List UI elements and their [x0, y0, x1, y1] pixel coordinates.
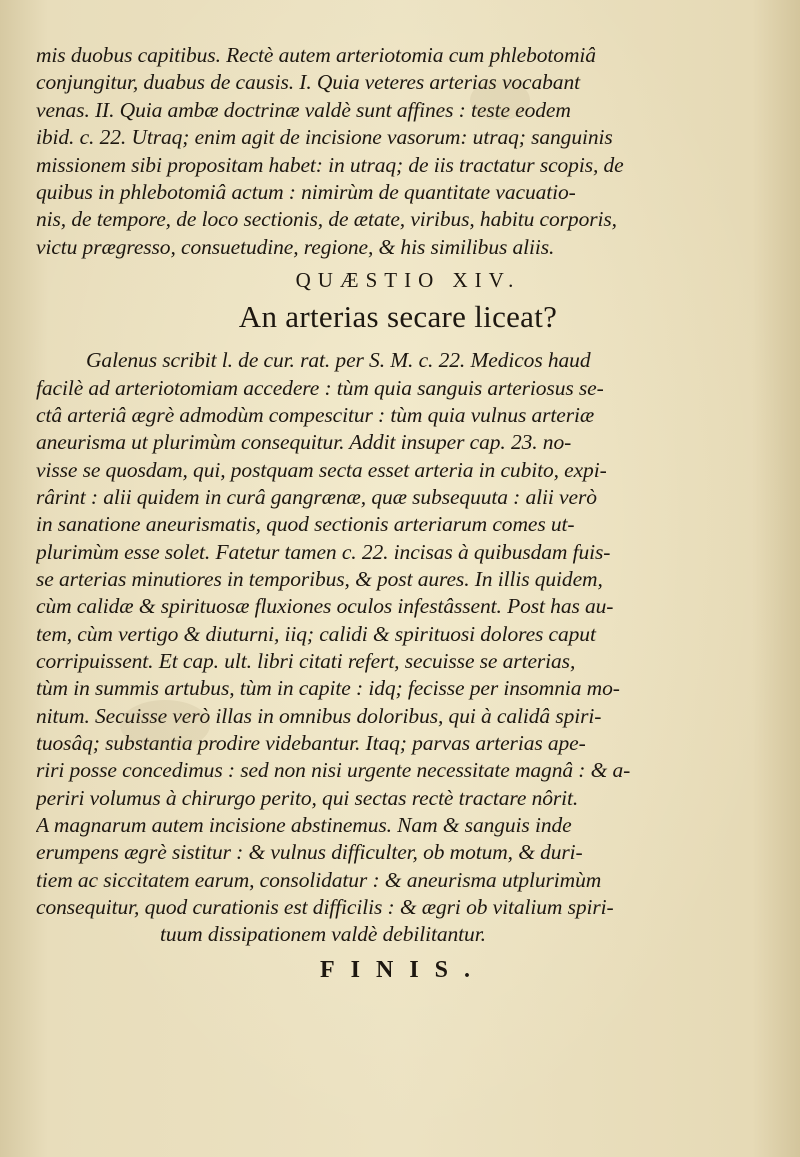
text-line: periri volumus à chirurgo perito, qui sectas rectè tractare nôrit.	[36, 785, 579, 810]
text-line: ibid. c. 22. Utraq; enim agit de incisione vasorum: utraq; sanguinis	[36, 125, 613, 150]
paragraph-body	[36, 347, 740, 949]
text-line: tiem ac siccitatem earum, consolidatur : & aneurisma utplurimùm	[36, 867, 602, 892]
question-title: An arterias secare liceat?	[238, 299, 558, 335]
text-line: corripuissent. Et cap. ult. libri citati refert, secuisse se arterias,	[36, 649, 576, 674]
text-line: visse se quosdam, qui, postquam secta esset arteria in cubito, expi-	[36, 457, 607, 482]
text-line: riri posse concedimus : sed non nisi urgente necessitate magnâ : & a-	[36, 758, 631, 783]
question-heading: QUÆSTIO XIV.	[295, 268, 521, 293]
text-line: rârint : alii quidem in curâ gangrænæ, quæ subsequuta : alii verò	[36, 484, 597, 509]
text-line: Galenus scribit l. de cur. rat. per S. M. c. 22. Medicos haud	[86, 348, 591, 373]
text-line: cùm calidæ & spirituosæ fluxiones oculos infestâssent. Post has au-	[36, 594, 614, 619]
paragraph-intro	[36, 42, 740, 261]
text-line: missionem sibi propositam habet: in utraq; de iis tractatur scopis, de	[36, 152, 624, 177]
text-line: nitum. Secuisse verò illas in omnibus doloribus, qui à calidâ spiri-	[36, 703, 602, 728]
text-line: aneurisma ut plurimùm consequitur. Addit insuper cap. 23. no-	[36, 430, 572, 455]
text-line: tuum dissipationem valdè debilitantur.	[160, 922, 486, 947]
text-line: ctâ arteriâ ægrè admodùm compescitur : tùm quia vulnus arteriæ	[36, 402, 595, 427]
paper-stain	[470, 80, 530, 120]
finis-label: FINIS.	[319, 956, 487, 983]
text-line: erumpens ægrè sistitur : & vulnus difficulter, ob motum, & duri-	[36, 840, 583, 865]
text-line: quibus in phlebotomiâ actum : nimirùm de quantitate vacuatio-	[36, 180, 576, 205]
text-line: nis, de tempore, de loco sectionis, de ætate, viribus, habitu corporis,	[36, 207, 617, 232]
text-line: mis duobus capitibus. Rectè autem arteriotomia cum phlebotomiâ	[36, 43, 596, 67]
text-line: se arterias minutiores in temporibus, & post aures. In illis quidem,	[36, 567, 603, 591]
text-line: venas. II. Quia ambæ doctrinæ valdè sunt affines : teste eodem	[36, 97, 571, 122]
text-line: A magnarum autem incisione abstinemus. Nam & sanguis inde	[36, 813, 572, 838]
text-line: victu prægresso, consuetudine, regione, & his similibus aliis.	[36, 234, 555, 259]
text-line: facilè ad arteriotomiam accedere : tùm quia sanguis arteriosus se-	[36, 375, 604, 400]
text-line: plurimùm esse solet. Fatetur tamen c. 22. incisas à quibusdam fuis-	[36, 539, 611, 564]
text-line: tùm in summis artubus, tùm in capite : idq; fecisse per insomnia mo-	[36, 676, 620, 701]
paper-stain	[120, 700, 210, 750]
text-line: tem, cùm vertigo & diuturni, iiq; calidi & spirituosi dolores caput	[36, 621, 596, 646]
text-line: tuosâq; substantia prodire videbantur. Itaq; parvas arterias ape-	[36, 731, 586, 756]
text-line: conjungitur, duabus de causis. I. Quia veteres arterias vocabant	[36, 70, 580, 95]
text-line: in sanatione aneurismatis, quod sectionis arteriarum comes ut-	[36, 512, 575, 537]
text-line: consequitur, quod curationis est difficilis : & ægri ob vitalium spiri-	[36, 895, 614, 920]
